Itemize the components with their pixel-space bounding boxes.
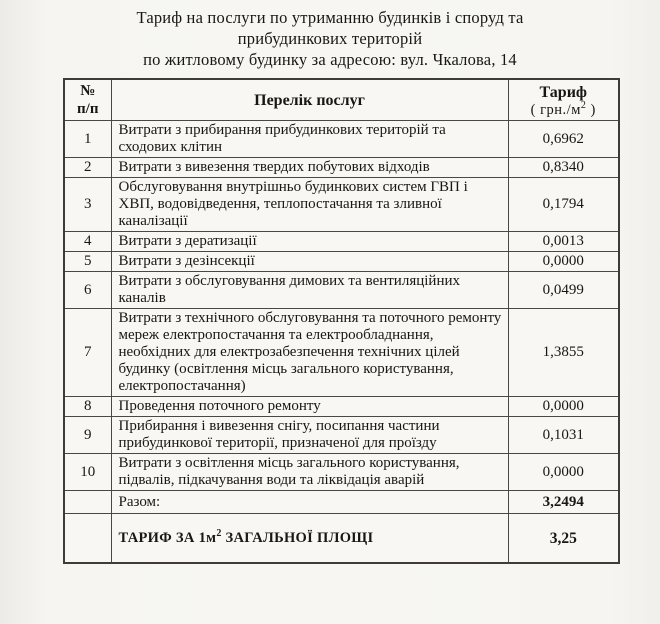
tariff-value: 0,1031 xyxy=(508,417,619,454)
tariff-value: 0,0000 xyxy=(508,397,619,417)
final-tariff-label xyxy=(111,514,508,564)
table-row xyxy=(64,397,619,417)
service-name: Витрати з освітлення місць загального користування, підвалів, підкачування води та ліквідація аварій xyxy=(111,454,508,491)
row-number: 6 xyxy=(64,272,111,309)
total-row-number-cell xyxy=(64,491,111,514)
row-number: 1 xyxy=(64,121,111,158)
header-number-line1: № xyxy=(80,83,96,99)
table-row xyxy=(64,121,619,158)
service-name: Обслуговування внутрішньо будинкових систем ГВП і ХВП, водовідведення, теплопостачання та зливної каналізації xyxy=(111,178,508,232)
table-row xyxy=(64,252,619,272)
service-rows xyxy=(64,121,619,491)
header-tariff-unit-pre: ( грн./м xyxy=(530,101,581,118)
header-cell-tariff xyxy=(508,79,619,121)
row-number: 3 xyxy=(64,178,111,232)
row-number: 5 xyxy=(64,252,111,272)
tariff-value: 0,0499 xyxy=(508,272,619,309)
final-label-sup: 2 xyxy=(216,527,222,539)
title-line-3: по житловому будинку за адресою: вул. Чкалова, 14 xyxy=(143,50,517,69)
title-line-1: Тариф на послуги по утриманню будинків і споруд та xyxy=(136,8,524,27)
total-value: 3,2494 xyxy=(508,491,619,514)
service-name: Витрати з дератизації xyxy=(111,232,508,252)
final-tariff-value: 3,25 xyxy=(508,514,619,564)
table-header xyxy=(64,79,619,121)
final-row-number-cell xyxy=(64,514,111,564)
tariff-value: 0,1794 xyxy=(508,178,619,232)
tariff-value: 0,8340 xyxy=(508,158,619,178)
document-title xyxy=(0,7,660,70)
row-number: 4 xyxy=(64,232,111,252)
service-name: Прибирання і вивезення снігу, посипання частини прибудинкової території, призначеної для проїзду xyxy=(111,417,508,454)
header-tariff-unit xyxy=(513,99,615,118)
row-number: 10 xyxy=(64,454,111,491)
tariff-value: 0,0000 xyxy=(508,454,619,491)
header-cell-services: Перелік послуг xyxy=(111,79,508,121)
service-name: Проведення поточного ремонту xyxy=(111,397,508,417)
row-number: 8 xyxy=(64,397,111,417)
header-tariff-unit-post: ) xyxy=(586,101,596,118)
service-name: Витрати з технічного обслуговування та поточного ремонту мереж електропостачання та електрообладнання, необхідних для електрозабезпечення технічних цілей будинку (освітлення місць загального користування, електропостачання) xyxy=(111,309,508,397)
final-label-post: ЗАГАЛЬНОЇ ПЛОЩІ xyxy=(221,529,374,546)
tariff-value: 0,6962 xyxy=(508,121,619,158)
table-row xyxy=(64,454,619,491)
table-row xyxy=(64,417,619,454)
summary-rows xyxy=(64,491,619,564)
header-tariff-unit-sup: 2 xyxy=(580,99,587,111)
table-row xyxy=(64,178,619,232)
row-number: 2 xyxy=(64,158,111,178)
table-row xyxy=(64,232,619,252)
header-number-line2: п/п xyxy=(77,101,99,117)
title-line-2: прибудинкових територій xyxy=(237,29,423,48)
header-row xyxy=(64,79,619,121)
table-row xyxy=(64,158,619,178)
service-name: Витрати з прибирання прибудинкових територій та сходових клітин xyxy=(111,121,508,158)
service-name: Витрати з вивезення твердих побутових відходів xyxy=(111,158,508,178)
table-row xyxy=(64,309,619,397)
header-cell-number xyxy=(64,79,111,121)
header-tariff-label: Тариф xyxy=(539,83,587,101)
service-name: Витрати з обслуговування димових та вентиляційних каналів xyxy=(111,272,508,309)
tariff-value: 0,0000 xyxy=(508,252,619,272)
tariff-table xyxy=(63,78,620,564)
total-label: Разом: xyxy=(111,491,508,514)
table-row xyxy=(64,272,619,309)
total-row xyxy=(64,491,619,514)
row-number: 7 xyxy=(64,309,111,397)
row-number: 9 xyxy=(64,417,111,454)
final-tariff-row xyxy=(64,514,619,564)
tariff-value: 0,0013 xyxy=(508,232,619,252)
tariff-value: 1,3855 xyxy=(508,309,619,397)
service-name: Витрати з дезінсекції xyxy=(111,252,508,272)
final-label-pre: ТАРИФ ЗА 1м xyxy=(118,529,217,546)
